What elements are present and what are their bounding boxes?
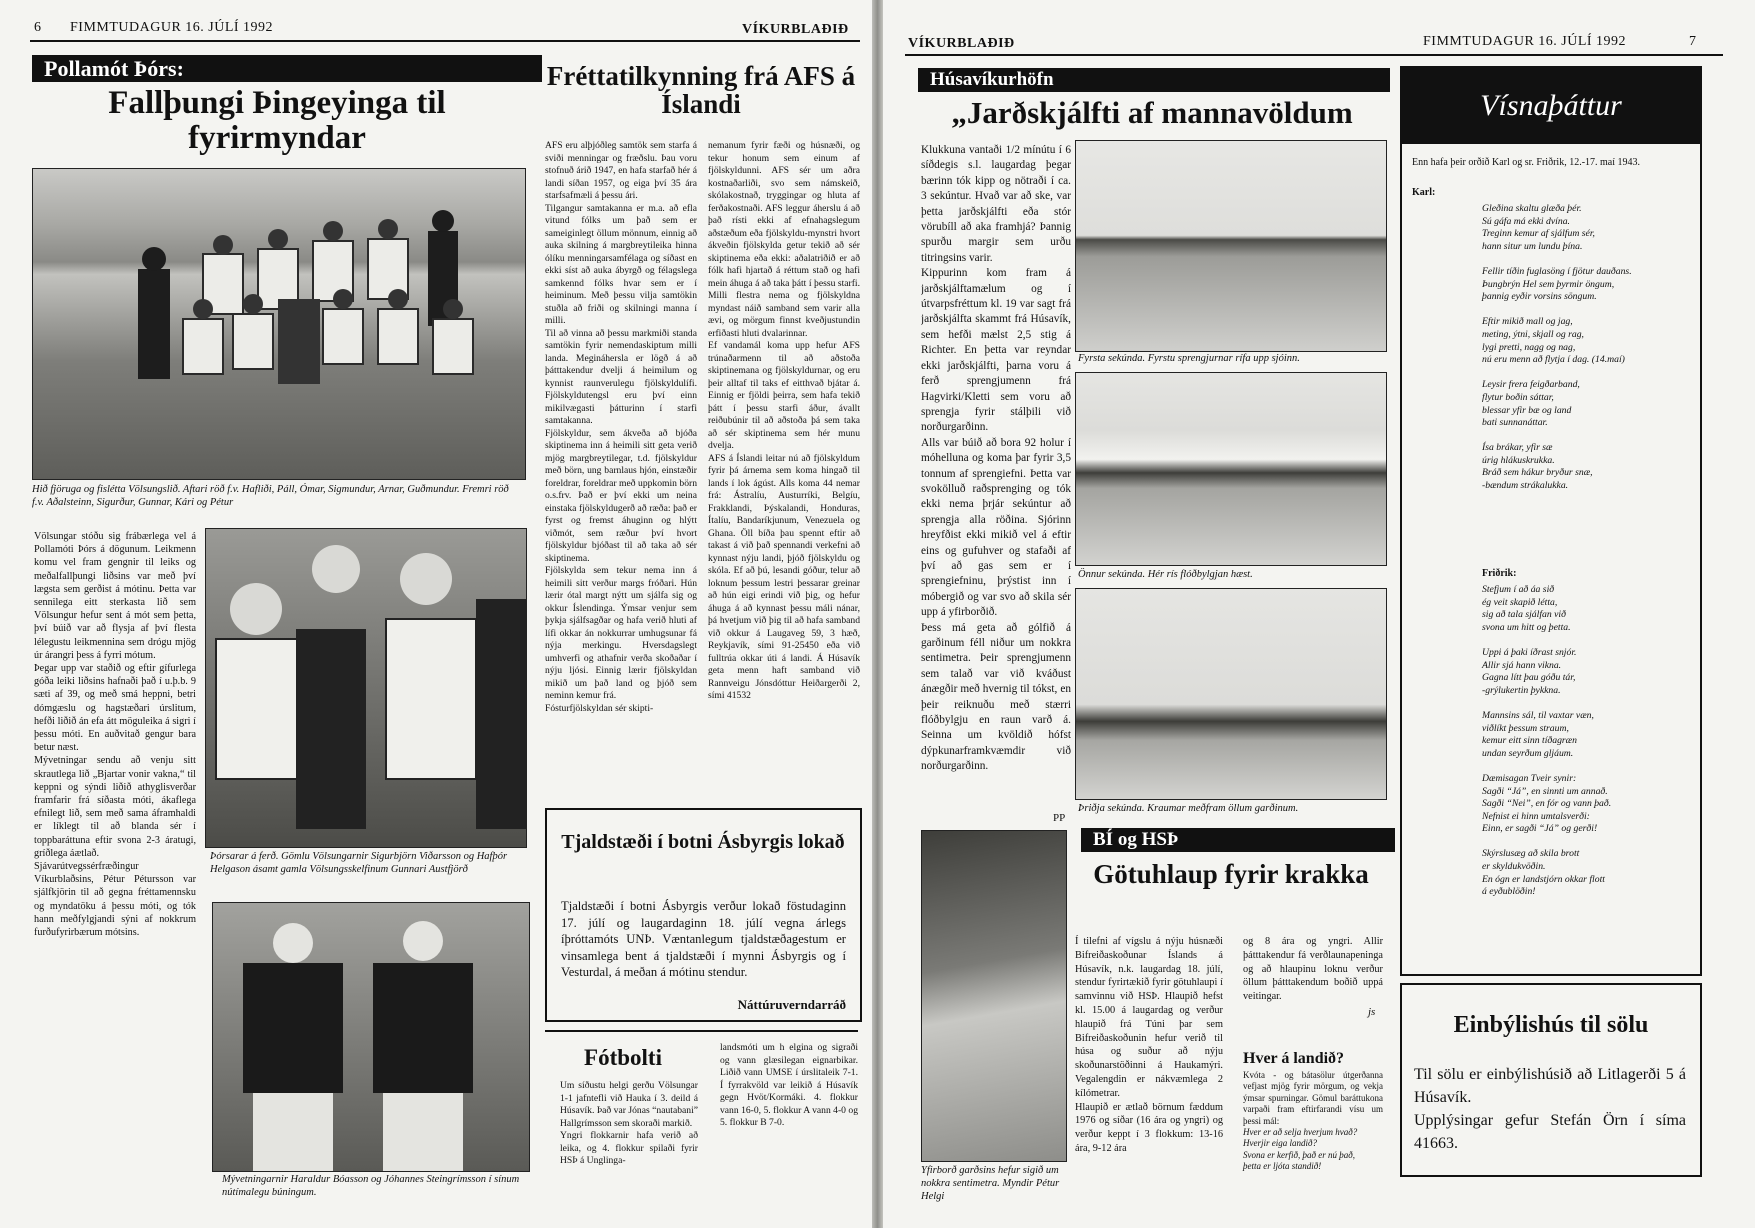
tjald-box — [545, 808, 862, 1022]
fotbolti-col1: Um síðustu helgi gerðu Völsungar 1-1 jafntefli við Hauka í 3. deild á Húsavík. Það var Jónas “nautabani” Hallgrímsson sem skoraði markið. Yngri flokkarnir hafa verið að leika, og 4. flokkur spilaði fyrir HSÞ á Unglinga- — [560, 1080, 698, 1166]
visnathattur-box — [1400, 66, 1702, 976]
header-rule — [30, 40, 860, 42]
pollamot-headline: Fallþungi Þingeyinga til fyrirmyndar — [108, 85, 446, 156]
myvetningar-photo — [212, 902, 530, 1172]
blast-caption-2: Önnur sekúnda. Hér rís flóðbylgjan hæst. — [1078, 569, 1253, 580]
pollamot-kicker: Pollamót Þórs: — [32, 55, 542, 82]
bi-col1: Í tilefni af vígslu á nýju húsnæði Bifreiðaskoðunar Íslands á Húsavík, n.k. laugardag 18. júlí, stendur fyrirtækið fyrir götuhlaupi í samvinnu við HSÞ. Hlaupið hefst kl. 15.00 á laugardag og verður hlaupið frá Túni þar sem Bifreiðaskoðunin hefur verið til húsa og suður að nýju skoðunarstöðinni á Haukamýri. Vegalengdin er nákvæmlega 2 kílómetrar. Hlaupið er ætlað börnum fæddum 1976 og síðar (16 ára og yngri) og verður keppt í 3 flokkum: 13-16 ára, 9-12 ára — [1075, 936, 1223, 1154]
bi-signature: js — [1368, 1006, 1376, 1018]
pier-caption: Yfirborð garðsins hefur sigið um nokkra sentimetra. Myndir Pétur Helgi — [921, 1165, 1060, 1202]
tjald-headline: Tjaldstæði í botni Ásbyrgis lokað — [561, 831, 845, 853]
bi-kicker: BÍ og HSÞ — [1081, 828, 1395, 852]
visnathattur-logo: Vísnaþáttur — [1402, 68, 1700, 144]
page-number: 7 — [1689, 34, 1697, 49]
tjald-signature: Náttúruverndarráð — [737, 997, 846, 1012]
fridrik-verses: Stefjum í að áa sið ég veit skapið létta, sig að tala sjálfan við svona um hitt og þetta. Uppi á þaki íðrast snjór. Allir sjá hann vikna. Gagna lítt þau góðu tár, -grýlukertin þykkna. Mannsins sál, til vaxtar væn, viðlíkt þessum straum, kemur eitt sinn tíðagræn undan seyrðum gljáum. Dæmisagan Tveir synir: Sagði “Já”, en sinnti um annað. Sagði “Nei”, en fór og vann það. Nefnist ei hinn umtalsverði: Einn, er sagði “Já” og gerði! Skýrslusæg að skila brott er skyldukvöðin. En ógn er landstjórn okkar flott á eyðublöðin! — [1482, 584, 1612, 898]
masthead: VÍKURBLAÐIÐ — [908, 36, 1015, 51]
afs-headline: Fréttatilkynning frá AFS á Íslandi — [546, 61, 856, 120]
bi-col2: og 8 ára og yngri. Allir þátttakendur fá verðlaunapeninga og að hlaupinu loknu verður öllum þátttakendum boðið uppá veitingar. — [1243, 936, 1383, 1003]
blast-caption-1: Fyrsta sekúnda. Fyrstu sprengjurnar rífa upp sjóinn. — [1078, 353, 1300, 364]
hofn-kicker: Húsavíkurhöfn — [918, 68, 1390, 92]
hver-body: Kvóta - og bátasölur útgerðanna vefjast mjög fyrir mörgum, og vekja ýmsar spurningar. Gömul baráttukona varpaði fram eftirfarandi vísu um þessi mál: — [1243, 1070, 1383, 1126]
blast-photo-1 — [1075, 140, 1387, 352]
pollamot-body: Völsungar stóðu sig frábærlega vel á Pollamóti Þórs á dögunum. Leikmenn komu vel fram gengnir til leiks og meðalfallþungi liðsins var með því lægsta sem gerðist á mótinu. Þetta var sennilega eitt sterkasta lið sem Völsungur hefur sent á mót sem þetta, því búið var að flysja af því flesta lélegustu leikmennina sem drógu mjög úr árangri þess á fyrri mótum. Þegar upp var staðið og eftir gífurlega góða leiki liðsins hafnaði það í u.þ.b. 9 sæti af 39, og með smá heppni, betri dómgæslu og hagstæðari úrslitum, hefði liðið án efa átt möguleika á sigri í þessu móti. En auðvitað gengur bara betur næst. Mývetningar sendu að venju sitt skrautlega lið „Bjartar vonir vakna,“ til keppni og sýndi liðið athyglisverðar framfarir frá síðasta móti, ákaflega efnilegt lið, sem með sama áframhaldi er líklegt til að blanda sér í toppbaráttuna eftir svona 2-3 áratugi, gríðlega áætlað. Sjávarútvegssérfræðingur Víkurblaðsins, Pétur Pétursson var sjálfkjörin til að gegna fréttamennsku og myndatöku á þessu móti, og tók hann meðfylgjandi sýni af nokkrum furðufyrirbærum mótsins. — [34, 531, 196, 939]
karl-label: Karl: — [1412, 187, 1436, 198]
tjald-body: Tjaldstæði í botni Ásbyrgis verður lokað föstudaginn 17. júlí og laugardaginn 18. júlí vegna árlegs íþróttamóts UNÞ. Væntanlegum tjaldstæðagestum er vinsamlega bent á tjaldstæði í mynni Ásbyrgis og í Vesturdal, á meðan á mótinu stendur. — [561, 899, 846, 979]
fotbolti-rule — [545, 1030, 858, 1032]
hver-headline: Hver á landið? — [1243, 1050, 1345, 1067]
right-page — [883, 0, 1755, 1228]
left-page — [0, 0, 872, 1228]
team-photo-caption: Hið fjöruga og fisléttа Völsungslið. Aftari röð f.v. Hafliði, Páll, Ómar, Sigmundur, Arnar, Guðmundur. Fremri röð f.v. Aðalsteinn, Sigurður, Gunnar, Kári og Pétur — [32, 484, 509, 508]
bi-headline: Götuhlaup fyrir krakka — [1093, 859, 1369, 889]
fotbolti-col2: landsmóti um h elgina og sigraði og vann glæsilegan eignarbikar. Liðið vann UMSE í úrslitaleik 7-1. Í fyrrakvöld var leikið á Húsavík gegn Hvöt/Kormáki. 4. flokkur vann 16-0, 5. flokkur A vann 4-0 og 5. flokkur B 7-0. — [720, 1042, 858, 1128]
pier-photo — [921, 830, 1067, 1162]
team-photo — [32, 168, 526, 480]
hofn-signature: PP — [1053, 812, 1066, 824]
myvetningar-caption: Mývetningarnir Haraldur Bóasson og Jóhannes Steingrímsson í sínum nútímalegu búningum. — [222, 1174, 520, 1198]
einbylis-body: Til sölu er einbýlishúsið að Litlagerði 5 á Húsavík. Upplýsingar gefur Stefán Örn í síma 41663. — [1414, 1066, 1686, 1152]
fridrik-label: Friðrik: — [1482, 568, 1517, 579]
afs-col2: nemanum fyrir fæði og húsnæði, og tekur honum sem einum af fjölskyldunni. AFS sér um aðra kostnaðarliði, svo sem námskeið, skólakostnað, tryggingar og hluta af ferðakostnaði. AFS leggur áherslu á að það rísti ekki af efnahagslegum aðstæðum eða fjölskyldu-mynstri hvort ákveðin fjölskylda getur tekið að sér skiptinema eða ekki: aðalatriðið er að fólk hafi hjartað á réttum stað og hafi mein áhuga á að taka þátt í þessu starfi. Milli flestra nema og fjölskyldna myndast náið samband sem varir alla ævi, og mörgum finnst kveðjustundin erfiðasti hluti dvalarinnar. Ef vandamál koma upp hefur AFS trúnaðarmenn til að aðstoða skiptinemana og fjölskyldurnar, og eru þeir alltaf til taks ef eitthvað bjátar á. Einnig er fjöldi þeirra, sem hafa tekið þátt í þessu starfi áður, ávallt reiðubúnir til að aðstoða þá sem taka að sér skiptinema sem hér munu dvelja. AFS á Íslandi leitar nú að fjölskyldum fyrir þá árnema sem koma hingað til lands í lok ágúst. Alls koma 44 nemar frá: Ástralíu, Austurríki, Belgíu, Frakklandi, Þýskalandi, Honduras, Ítalíu, Bandaríkjunum, Venezuela og Ghana. Öll bíða þau spennt eftir að takast á við það spennandi verkefni að kynnast nýju landi, þjóð fjölskyldu og skóla. Ef að þú, lesandi góður, telur að loknum þessum lestri þessarar greinar að hún eigi erindi við þig, og hefur áhuga á að kynnast þessu máli nánar, þá hvetjum við þig til að hafa samband við okkur á Laugaveg 59, 3 hæð, Reykjavík, sími 91-25450 eða við fulltrúa okkar úti á landi. Á Húsavík geta menn haft samband við Rannveigu Jónsdóttur Heiðargerði 2, sími 41532 — [708, 140, 860, 701]
referees-caption: Þórsarar á ferð. Gömlu Völsungarnir Sigurbjörn Viðarsson og Hafþór Helgason ásamt gamla Völsungsskelfinum Gunnari Austfjörð — [210, 851, 508, 875]
issue-date: FIMMTUDAGUR 16. JÚLÍ 1992 — [1423, 34, 1627, 49]
header-rule — [905, 54, 1723, 56]
hofn-body: Klukkuna vantaði 1/2 mínútu í 6 síðdegis s.l. laugardag þegar bærinn tók kipp og nötraði í ca. 3 sekúntur. Hvað var að ske, var þetta jarðskjálfti eða stór vörubíll að aka framhjá? Þannig spurðu margir sem urðu titringsins varir. Kippurinn kom fram á jarðskjálftamælum og í útvarpsfréttum kl. 19 var sagt frá jarðskjálfta skammt frá Húsavík, sem hefði mælst 2,5 stig á Richter. En þetta var reyndar ekki jarðskjálfti, þarna voru á ferð sprengjumenn frá Hagvirki/Kletti sem voru að sprengja fyrir stálþili við norðurgarðinn. Alls var búið að bora 92 holur í móhelluna og koma þar fyrir 3,5 tonnum af sprengiefni. Þetta var svokölluð raðsprenging og tók ekki nema þrjár sekúntur að sprengja alla röðina. Sjórinn hreyfðist ekki mikið vel á eftir eins og gufuhver og stafaði af því að gas sem er í sprengiefninu, þrýstist inn í móbergið og var svo að skila sér upp á yfirborðið. Þess má geta að gólfið á garðinum féll niður um nokkra sentimetra. Þeir sprengjumenn sem talað var við kváðust ánægðir með hvernig til tókst, en þeir reiknuðu með stærri flóðbylgju en raun varð á. Seinna um kvöldið hófst dýpkunarframkvæmdir við norðurgarðinn. — [921, 144, 1071, 773]
page-number: 6 — [34, 20, 42, 35]
myvetningar-figures — [213, 903, 529, 1171]
referees-figures — [206, 529, 526, 847]
afs-col1: AFS eru alþjóðleg samtök sem starfa á sviði menningar og fræðslu. Þau voru stofnuð árið 1947, en hafa starfað hér á landi síðan 1957, og eiga því 35 ára starfsafmæli á þessu ári. Tilgangur samtakanna er m.a. að efla vitund fólks um það sem er sameiginlegt öllum mönnum, einnig að auka skilning á margbreytileika hinna ólíku menningarsamfélaga og síðast en ekki síst að auka ábyrgð og félagslega samkennd fólks hvar sem er í heiminum. Með þessu vilja samtökin stuðla að friði og skilningi manna í milli. Til að vinna að þessu markmiði standa samtökin fyrir nemendaskiptum milli landa. Megináhersla er lögð á að þátttakendur dvelji á heimilum og kynnist raunverulegu fjölskyldulífi. Fjölskyldutengsl eru því einn mikilvægasti þátturinn í starfi samtakanna. Fjölskyldur, sem ákveða að bjóða skiptinema inn á heimili sitt geta verið mjög margbreytilegar, t.d. fjölskyldur með börn, ung barnlaus hjón, einstæðir foreldrar, foreldrar með uppkomin börn o.s.frv. Það er því ekki um neina einstaka fjölskyldugerð að ræða: það er fyrst og fremst áhuginn og hlýtt viðmót, sem ræður því hvort fjölskyldur bjóðast til að taka að sér skiptinema. Fjölskylda sem tekur nema inn á heimili sitt verður margs fróðari. Hún lærir ótal margt nýtt um sjálfa sig og okkur Íslendinga. Ýmsar venjur sem þykja sjálfsagðar og hafa verið hluti af lífi okkar án nokkurrar umhugsunar fá nýja merkingu. Hversdagslegt umhverfi og athafnir verða skoðaðar í nýju ljósi. Einnig lærir fjölskyldan mikið um það land og þjóð sem neminn kemur frá. Fósturfjölskyldan sér skipti- — [545, 140, 697, 714]
einbylis-box — [1400, 983, 1702, 1177]
blast-photo-2 — [1075, 372, 1387, 566]
team-photo-figures — [33, 169, 525, 479]
hver-verse: Hver er að selja hverjum hvað? Hverjir eiga landið? Svona er kerfið, það er nú það, þetta er ljóta standið! — [1243, 1127, 1358, 1172]
karl-verses: Gleðina skaltu glæða þér. Sú gáfa má ekki dvína. Treginn kemur af sjálfum sér, hann situr um lundu þína. Fellir tíðin fuglasöng í fjötur dauðans. Þungbrýn Hel sem þyrmir öngum, þannig eyðir vorsins söngum. Eftir mikið mall og jag, meting, ýtni, skjall og rag, lygi pretti, nagg og nag, nú eru menn að flytja í dag. (14.maí) Leysir frera feigðarband, flytur boðin sáttar, blessar yfir bæ og land bati sunnanáttar. Ísa brákar, yfir sæ úrig hlákuskrukka. Bráð sem hákur bryður snæ, -bændum strákalukka. — [1482, 203, 1632, 492]
blast-photo-3 — [1075, 588, 1387, 800]
blast-caption-3: Þriðja sekúnda. Kraumar meðfram öllum garðinum. — [1078, 803, 1299, 814]
page-fold — [872, 0, 883, 1228]
referees-photo — [205, 528, 527, 848]
issue-date: FIMMTUDAGUR 16. JÚLÍ 1992 — [70, 20, 274, 35]
hofn-headline: „Jarðskjálfti af mannavöldum — [951, 95, 1353, 130]
einbylis-headline: Einbýlishús til sölu — [1453, 1012, 1649, 1038]
masthead: VÍKURBLAÐIÐ — [742, 22, 849, 37]
visnathattur-intro: Enn hafa þeir orðið Karl og sr. Friðrik, 12.-17. maí 1943. — [1412, 157, 1641, 168]
fotbolti-headline: Fótbolti — [584, 1045, 662, 1070]
